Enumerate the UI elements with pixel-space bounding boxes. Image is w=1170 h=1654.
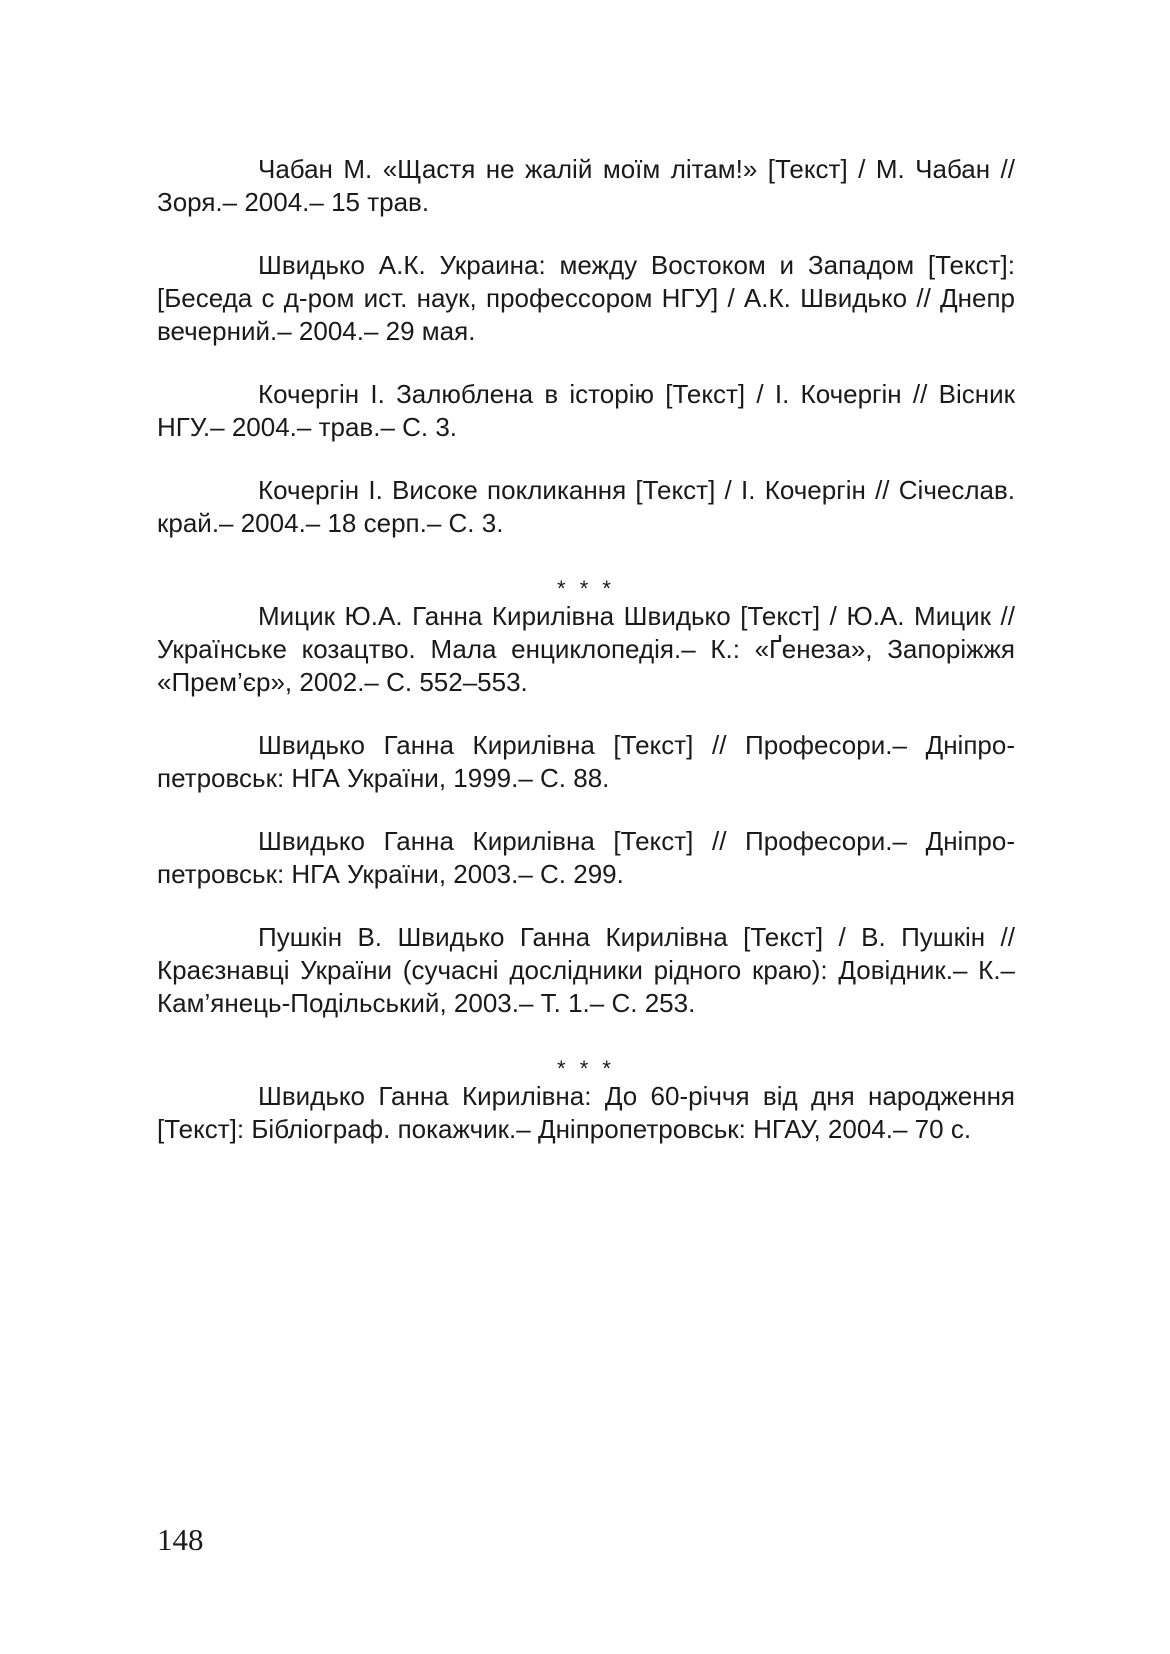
bibliography-entry: Мицик Ю.А. Ганна Кирилівна Швидько [Текст] / Ю.А. Мицик // Українське козацтво. Мала енциклопедія.– К.: «Ґенеза», Запоріжжя «Прем’єр», 2002.– С. 552–553. <box>157 601 1015 697</box>
bibliography-entry: Швидько Ганна Кирилівна: До 60-річчя від дня народження [Текст]: Бібліограф. покажчик.– Дніпропетровськ: НГАУ, 2004.– 70 с. <box>157 1081 1015 1144</box>
entry-gap <box>157 699 1015 729</box>
entry-gap <box>157 891 1015 921</box>
entry-gap <box>157 219 1015 249</box>
bibliography-entry: Швидько Ганна Кирилівна [Текст] // Професори.– Дніпропетровськ: НГА України, 2003.– С. 299. <box>157 826 1015 889</box>
bibliography-entry: Чабан М. «Щастя не жалій моїм літам!» [Текст] / М. Чабан // Зоря.– 2004.– 15 трав. <box>157 154 1015 217</box>
bibliography-entry: Кочергін І. Залюблена в історію [Текст] / І. Кочергін // Вісник НГУ.– 2004.– трав.– С. 3. <box>157 379 1015 442</box>
section-separator: * * * <box>557 576 615 601</box>
page-number: 148 <box>157 1522 204 1557</box>
bibliography-entry: Пушкін В. Швидько Ганна Кирилівна [Текст] / В. Пушкін // Краєзнавці України (сучасні дослідники рідного краю): Довідник.– К.–Кам’янець-Подільський, 2003.– Т. 1.– С. 253. <box>157 922 1015 1018</box>
entry-gap <box>157 348 1015 378</box>
bibliography-page <box>157 153 1015 1146</box>
bibliography-entry: Швидько А.К. Украина: между Востоком и Западом [Текст]: [Беседа с д-ром ист. наук, профессором НГУ] / А.К. Швидько // Днепр вечерний.– 2004.– 29 мая. <box>157 250 1015 346</box>
entry-gap <box>157 444 1015 474</box>
section-separator: * * * <box>557 1056 615 1081</box>
bibliography-entry: Кочергін І. Високе покликання [Текст] / І. Кочергін // Січеслав. край.– 2004.– 18 серп.– С. 3. <box>157 475 1015 538</box>
entry-gap <box>157 795 1015 825</box>
entry-gap <box>157 540 1015 570</box>
entry-gap <box>157 1020 1015 1050</box>
bibliography-entry: Швидько Ганна Кирилівна [Текст] // Професори.– Дніпропетровськ: НГА України, 1999.– С. 88. <box>157 730 1015 793</box>
